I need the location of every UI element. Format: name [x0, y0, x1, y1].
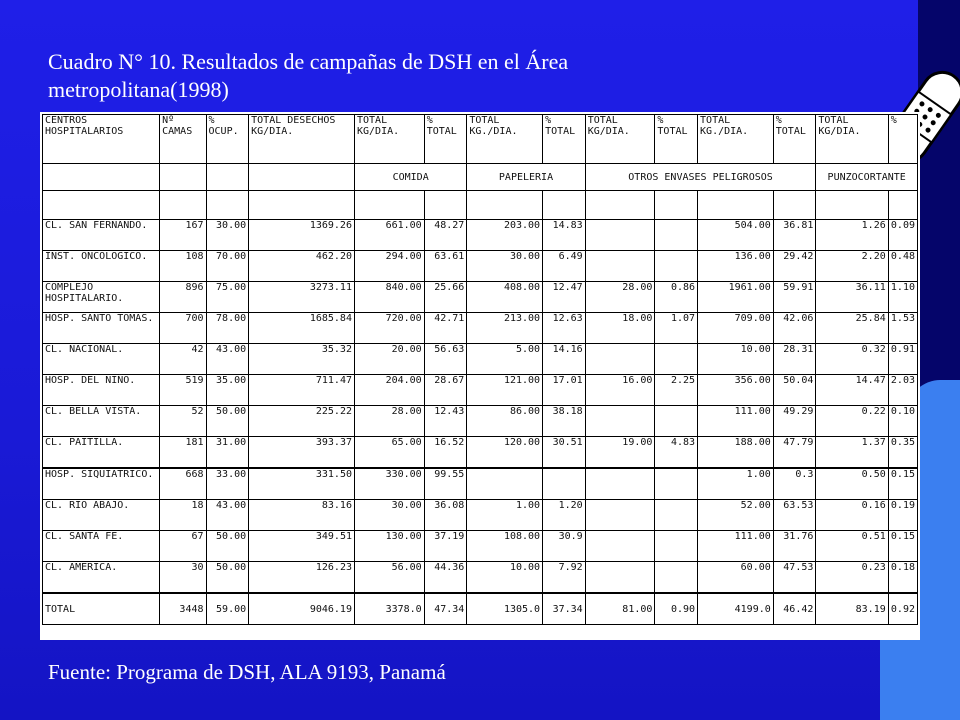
value-cell: 18 [160, 500, 206, 531]
total-row [43, 593, 918, 625]
value-cell: 126.23 [249, 562, 355, 594]
value-cell: 188.00 [698, 437, 774, 469]
value-cell: 12.47 [543, 282, 586, 313]
value-cell: 14.83 [543, 220, 586, 251]
value-cell: 331.50 [249, 468, 355, 500]
value-cell: 1.37 [816, 437, 888, 469]
value-cell: 99.55 [424, 468, 467, 500]
hospital-name-cell: CL. RIO ABAJO. [43, 500, 160, 531]
value-cell: 720.00 [354, 313, 424, 344]
value-cell [585, 562, 655, 594]
column-header: CENTROS HOSPITALARIOS [43, 115, 160, 164]
table-row [43, 531, 918, 562]
value-cell [655, 468, 698, 500]
value-cell: 4199.0 [698, 593, 774, 625]
value-cell: 10.00 [698, 344, 774, 375]
value-cell: 700 [160, 313, 206, 344]
value-cell: 2.20 [816, 251, 888, 282]
value-cell: 213.00 [467, 313, 543, 344]
value-cell [655, 220, 698, 251]
value-cell: 0.23 [816, 562, 888, 594]
header-row [43, 115, 918, 164]
value-cell: 1685.84 [249, 313, 355, 344]
table-row [43, 437, 918, 469]
hospital-name-cell: TOTAL [43, 593, 160, 625]
table-row [43, 344, 918, 375]
value-cell: 0.3 [773, 468, 816, 500]
value-cell: 86.00 [467, 406, 543, 437]
value-cell: 35.00 [206, 375, 249, 406]
value-cell [585, 251, 655, 282]
value-cell: 49.29 [773, 406, 816, 437]
value-cell: 3378.0 [354, 593, 424, 625]
value-cell: 52.00 [698, 500, 774, 531]
value-cell: 36.11 [816, 282, 888, 313]
value-cell: 356.00 [698, 375, 774, 406]
value-cell: 0.91 [888, 344, 917, 375]
value-cell: 121.00 [467, 375, 543, 406]
value-cell: 33.00 [206, 468, 249, 500]
value-cell: 17.01 [543, 375, 586, 406]
column-header: % TOTAL [543, 115, 586, 164]
group-comida: COMIDA [354, 164, 466, 191]
value-cell: 1.53 [888, 313, 917, 344]
value-cell: 2.25 [655, 375, 698, 406]
column-header: TOTAL KG./DIA. [467, 115, 543, 164]
value-cell [585, 406, 655, 437]
column-header: TOTAL DESECHOS KG/DIA. [249, 115, 355, 164]
value-cell: 50.00 [206, 562, 249, 594]
value-cell: 0.15 [888, 531, 917, 562]
value-cell: 43.00 [206, 344, 249, 375]
value-cell: 52 [160, 406, 206, 437]
value-cell: 3448 [160, 593, 206, 625]
column-header: % TOTAL [655, 115, 698, 164]
value-cell: 0.16 [816, 500, 888, 531]
source-note: Fuente: Programa de DSH, ALA 9193, Panamá [48, 660, 446, 684]
value-cell: 14.47 [816, 375, 888, 406]
value-cell: 14.16 [543, 344, 586, 375]
column-header: TOTAL KG./DIA. [698, 115, 774, 164]
value-cell: 0.19 [888, 500, 917, 531]
value-cell: 37.19 [424, 531, 467, 562]
value-cell: 12.43 [424, 406, 467, 437]
value-cell: 35.32 [249, 344, 355, 375]
value-cell: 63.61 [424, 251, 467, 282]
value-cell: 56.00 [354, 562, 424, 594]
value-cell: 0.51 [816, 531, 888, 562]
value-cell: 130.00 [354, 531, 424, 562]
value-cell [655, 344, 698, 375]
table-row [43, 500, 918, 531]
column-header: % [888, 115, 917, 164]
value-cell: 63.53 [773, 500, 816, 531]
hospital-name-cell: CL. SAN FERNANDO. [43, 220, 160, 251]
value-cell [467, 468, 543, 500]
value-cell: 668 [160, 468, 206, 500]
value-cell: 31.76 [773, 531, 816, 562]
value-cell [585, 500, 655, 531]
hospital-name-cell: HOSP. SANTO TOMAS. [43, 313, 160, 344]
value-cell [585, 468, 655, 500]
value-cell: 78.00 [206, 313, 249, 344]
table-row [43, 375, 918, 406]
value-cell: 19.00 [585, 437, 655, 469]
value-cell: 136.00 [698, 251, 774, 282]
value-cell: 181 [160, 437, 206, 469]
value-cell: 56.63 [424, 344, 467, 375]
value-cell: 38.18 [543, 406, 586, 437]
value-cell: 0.22 [816, 406, 888, 437]
table-row [43, 562, 918, 594]
table-row [43, 406, 918, 437]
column-header: TOTAL KG/DIA. [585, 115, 655, 164]
data-table-image [40, 112, 920, 640]
value-cell: 4.83 [655, 437, 698, 469]
value-cell: 47.53 [773, 562, 816, 594]
value-cell: 711.47 [249, 375, 355, 406]
value-cell: 30.00 [467, 251, 543, 282]
value-cell: 30 [160, 562, 206, 594]
group-papeleria: PAPELERIA [467, 164, 585, 191]
value-cell: 83.16 [249, 500, 355, 531]
value-cell: 36.81 [773, 220, 816, 251]
value-cell: 408.00 [467, 282, 543, 313]
value-cell: 47.79 [773, 437, 816, 469]
value-cell: 661.00 [354, 220, 424, 251]
value-cell: 30.9 [543, 531, 586, 562]
value-cell: 462.20 [249, 251, 355, 282]
hospital-name-cell: CL. BELLA VISTA. [43, 406, 160, 437]
value-cell: 519 [160, 375, 206, 406]
value-cell: 1.10 [888, 282, 917, 313]
value-cell: 59.00 [206, 593, 249, 625]
value-cell: 1.07 [655, 313, 698, 344]
value-cell: 1305.0 [467, 593, 543, 625]
value-cell: 47.34 [424, 593, 467, 625]
value-cell: 67 [160, 531, 206, 562]
value-cell: 1369.26 [249, 220, 355, 251]
value-cell: 12.63 [543, 313, 586, 344]
hospital-name-cell: INST. ONCOLOGICO. [43, 251, 160, 282]
value-cell: 16.52 [424, 437, 467, 469]
value-cell: 2.03 [888, 375, 917, 406]
value-cell: 42.06 [773, 313, 816, 344]
table-row [43, 220, 918, 251]
column-header: Nº CAMAS [160, 115, 206, 164]
value-cell: 3273.11 [249, 282, 355, 313]
value-cell: 28.00 [585, 282, 655, 313]
value-cell: 840.00 [354, 282, 424, 313]
value-cell: 349.51 [249, 531, 355, 562]
value-cell: 120.00 [467, 437, 543, 469]
value-cell: 0.86 [655, 282, 698, 313]
value-cell: 6.49 [543, 251, 586, 282]
hospital-name-cell: COMPLEJO HOSPITALARIO. [43, 282, 160, 313]
value-cell: 0.35 [888, 437, 917, 469]
results-table [42, 114, 918, 625]
value-cell [585, 220, 655, 251]
value-cell [585, 344, 655, 375]
value-cell: 1961.00 [698, 282, 774, 313]
value-cell: 50.00 [206, 406, 249, 437]
value-cell: 29.42 [773, 251, 816, 282]
value-cell [655, 251, 698, 282]
value-cell: 46.42 [773, 593, 816, 625]
table-row [43, 468, 918, 500]
value-cell: 50.04 [773, 375, 816, 406]
value-cell: 25.84 [816, 313, 888, 344]
value-cell: 0.18 [888, 562, 917, 594]
hospital-name-cell: CL. PAITILLA. [43, 437, 160, 469]
value-cell [543, 468, 586, 500]
blank-row [43, 191, 918, 220]
value-cell: 108 [160, 251, 206, 282]
value-cell: 709.00 [698, 313, 774, 344]
value-cell: 20.00 [354, 344, 424, 375]
value-cell: 896 [160, 282, 206, 313]
value-cell: 10.00 [467, 562, 543, 594]
value-cell: 30.00 [354, 500, 424, 531]
table-row [43, 251, 918, 282]
table-row [43, 313, 918, 344]
value-cell: 203.00 [467, 220, 543, 251]
value-cell: 1.20 [543, 500, 586, 531]
value-cell: 0.90 [655, 593, 698, 625]
value-cell: 83.19 [816, 593, 888, 625]
value-cell [655, 562, 698, 594]
value-cell: 30.51 [543, 437, 586, 469]
value-cell [655, 406, 698, 437]
value-cell: 28.31 [773, 344, 816, 375]
value-cell: 0.48 [888, 251, 917, 282]
column-header: % TOTAL [424, 115, 467, 164]
value-cell: 42.71 [424, 313, 467, 344]
value-cell [655, 500, 698, 531]
value-cell: 0.09 [888, 220, 917, 251]
value-cell: 28.67 [424, 375, 467, 406]
hospital-name-cell: CL. AMERICA. [43, 562, 160, 594]
value-cell: 0.32 [816, 344, 888, 375]
value-cell: 294.00 [354, 251, 424, 282]
group-row [43, 164, 918, 191]
value-cell: 37.34 [543, 593, 586, 625]
column-header: TOTAL KG/DIA. [354, 115, 424, 164]
value-cell: 36.08 [424, 500, 467, 531]
value-cell: 1.00 [698, 468, 774, 500]
value-cell: 108.00 [467, 531, 543, 562]
value-cell: 60.00 [698, 562, 774, 594]
value-cell: 65.00 [354, 437, 424, 469]
value-cell: 31.00 [206, 437, 249, 469]
value-cell: 75.00 [206, 282, 249, 313]
value-cell: 167 [160, 220, 206, 251]
value-cell: 0.92 [888, 593, 917, 625]
column-header: % OCUP. [206, 115, 249, 164]
hospital-name-cell: HOSP. SIQUIATRICO. [43, 468, 160, 500]
value-cell: 5.00 [467, 344, 543, 375]
hospital-name-cell: CL. SANTA FE. [43, 531, 160, 562]
slide-title: Cuadro N° 10. Resultados de campañas de DSH en el Área metropolitana(1998) [48, 49, 569, 102]
value-cell: 1.00 [467, 500, 543, 531]
value-cell: 225.22 [249, 406, 355, 437]
value-cell: 0.10 [888, 406, 917, 437]
value-cell: 393.37 [249, 437, 355, 469]
value-cell: 48.27 [424, 220, 467, 251]
value-cell: 111.00 [698, 406, 774, 437]
value-cell: 9046.19 [249, 593, 355, 625]
value-cell: 1.26 [816, 220, 888, 251]
value-cell [585, 531, 655, 562]
value-cell: 50.00 [206, 531, 249, 562]
value-cell: 44.36 [424, 562, 467, 594]
value-cell: 42 [160, 344, 206, 375]
group-envases: OTROS ENVASES PELIGROSOS [585, 164, 816, 191]
value-cell: 7.92 [543, 562, 586, 594]
value-cell: 330.00 [354, 468, 424, 500]
hospital-name-cell: HOSP. DEL NIÑO. [43, 375, 160, 406]
value-cell: 18.00 [585, 313, 655, 344]
column-header: TOTAL KG/DIA. [816, 115, 888, 164]
column-header: % TOTAL [773, 115, 816, 164]
value-cell: 81.00 [585, 593, 655, 625]
hospital-name-cell: CL. NACIONAL. [43, 344, 160, 375]
value-cell: 16.00 [585, 375, 655, 406]
value-cell: 70.00 [206, 251, 249, 282]
table-body [43, 220, 918, 625]
value-cell: 204.00 [354, 375, 424, 406]
value-cell: 504.00 [698, 220, 774, 251]
value-cell: 111.00 [698, 531, 774, 562]
table-row [43, 282, 918, 313]
value-cell [655, 531, 698, 562]
group-punzocortante: PUNZOCORTANTE [816, 164, 918, 191]
value-cell: 30.00 [206, 220, 249, 251]
value-cell: 0.50 [816, 468, 888, 500]
value-cell: 25.66 [424, 282, 467, 313]
value-cell: 28.00 [354, 406, 424, 437]
value-cell: 0.15 [888, 468, 917, 500]
value-cell: 59.91 [773, 282, 816, 313]
value-cell: 43.00 [206, 500, 249, 531]
